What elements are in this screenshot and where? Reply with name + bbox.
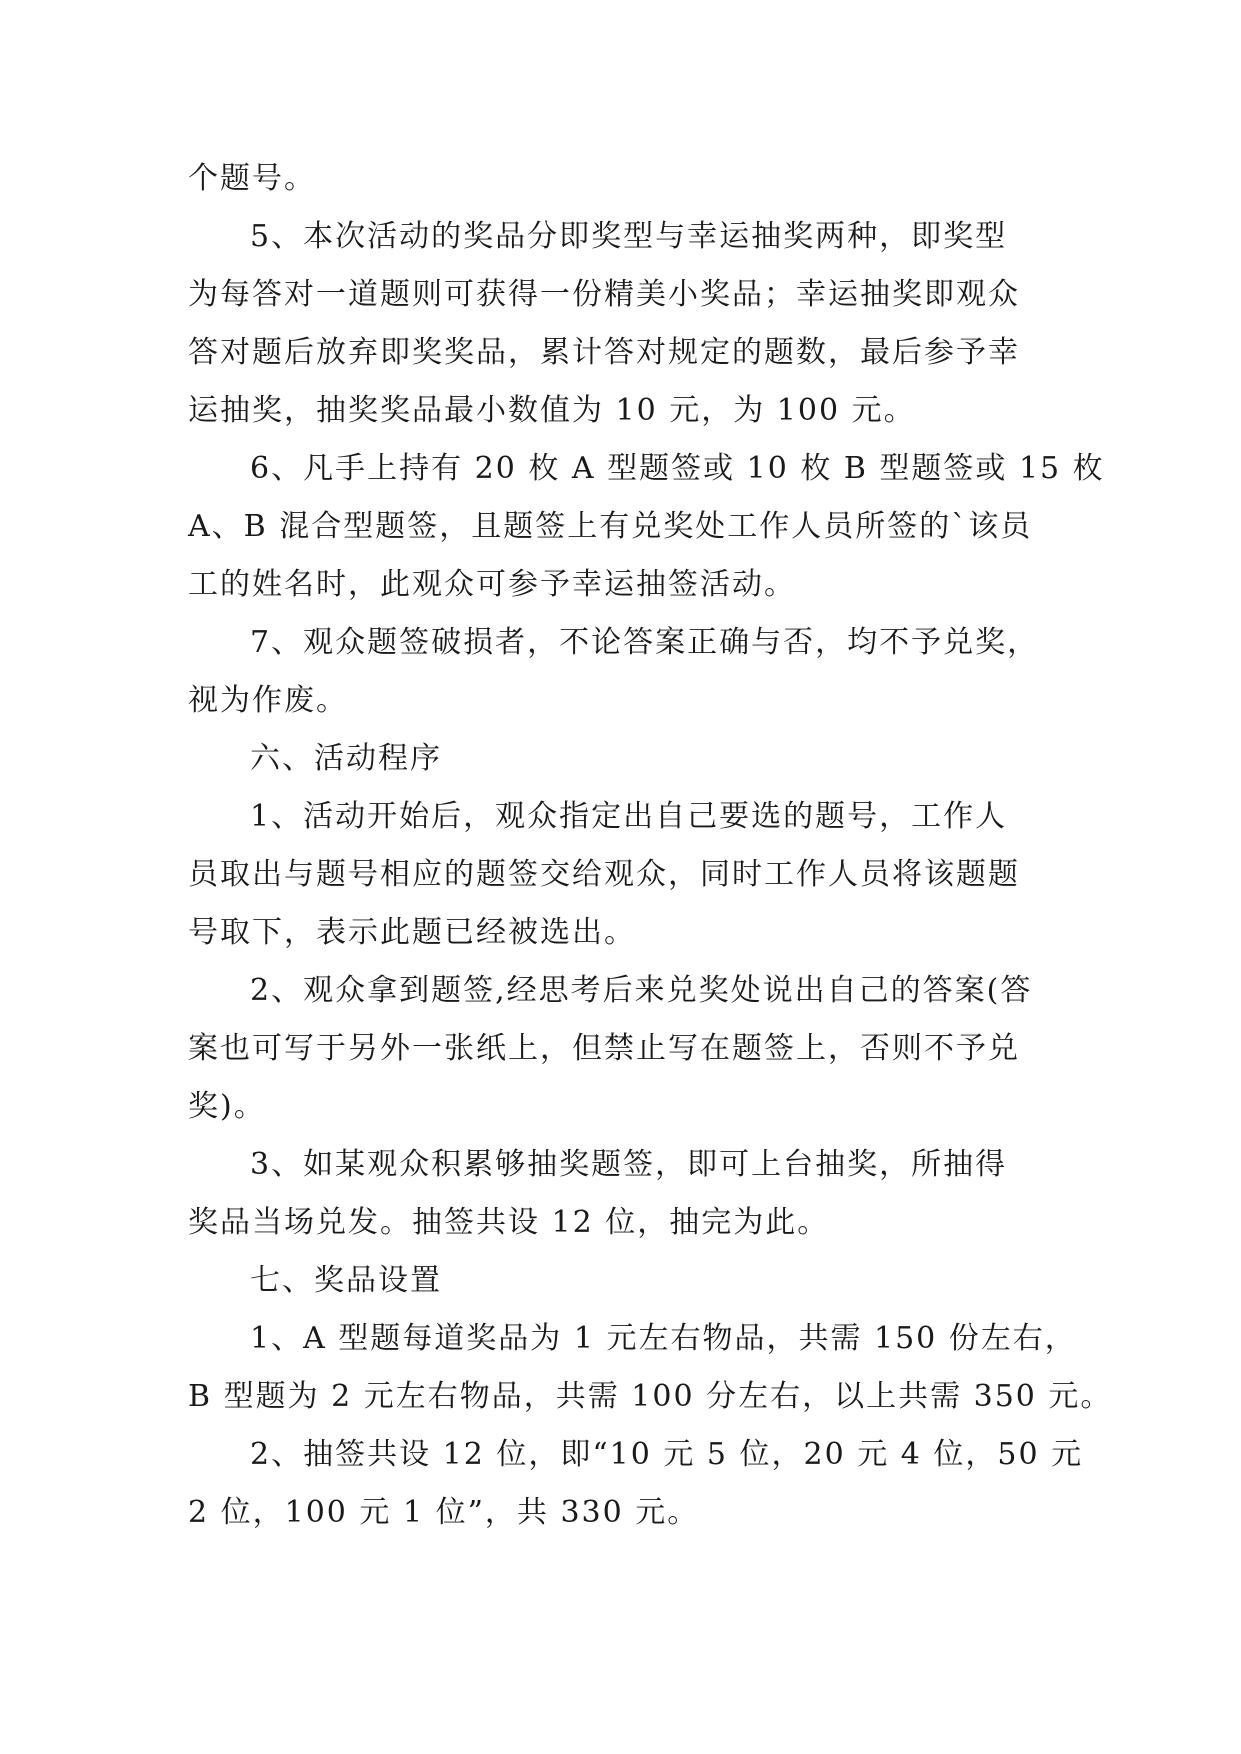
text-line: 7、观众题签破损者，不论答案正确与否，均不予兑奖， — [250, 625, 1040, 660]
paragraph — [188, 730, 1068, 788]
text-line: A、B 混合型题签，且题签上有兑奖处工作人员所签的`该员 — [188, 509, 1033, 544]
paragraph — [188, 1426, 1084, 1542]
text-line: 5、本次活动的奖品分即奖型与幸运抽奖两种，即奖型 — [250, 219, 1008, 254]
paragraph — [188, 614, 1068, 730]
text-line: 个题号。 — [188, 161, 316, 196]
document-body — [188, 150, 1113, 1542]
paragraph — [188, 1310, 1113, 1426]
paragraph — [188, 788, 1068, 962]
text-line: 七、奖品设置 — [250, 1263, 442, 1298]
text-line: 1、活动开始后，观众指定出自己要选的题号，工作人 — [250, 799, 1008, 834]
text-line: 号取下，表示此题已经被选出。 — [188, 915, 636, 950]
text-line: 运抽奖，抽奖奖品最小数值为 10 元，为 100 元。 — [188, 393, 916, 428]
text-line: 3、如某观众积累够抽奖题签，即可上台抽奖，所抽得 — [250, 1147, 1008, 1182]
paragraph — [188, 962, 1068, 1136]
paragraph — [188, 1252, 1068, 1310]
paragraph — [188, 440, 1105, 614]
text-line: 答对题后放弃即奖奖品，累计答对规定的题数，最后参予幸 — [188, 335, 1020, 370]
text-line: 2、抽签共设 12 位，即“10 元 5 位，20 元 4 位，50 元 — [250, 1437, 1084, 1472]
text-line: 2 位，100 元 1 位”，共 330 元。 — [188, 1495, 700, 1530]
text-line: 视为作废。 — [188, 683, 348, 718]
text-line: B 型题为 2 元左右物品，共需 100 分左右，以上共需 350 元。 — [188, 1379, 1113, 1414]
text-line: 案也可写于另外一张纸上，但禁止写在题签上，否则不予兑 — [188, 1031, 1020, 1066]
text-line: 6、凡手上持有 20 枚 A 型题签或 10 枚 B 型题签或 15 枚 — [250, 451, 1105, 486]
text-line: 2、观众拿到题签,经思考后来兑奖处说出自己的答案(答 — [250, 973, 1033, 1008]
paragraph — [188, 208, 1068, 440]
text-line: 为每答对一道题则可获得一份精美小奖品；幸运抽奖即观众 — [188, 277, 1020, 312]
text-line: 工的姓名时，此观众可参予幸运抽签活动。 — [188, 567, 796, 602]
paragraph — [188, 150, 1068, 208]
text-line: 奖品当场兑发。抽签共设 12 位，抽完为此。 — [188, 1205, 830, 1240]
text-line: 奖)。 — [188, 1089, 266, 1124]
text-line: 1、A 型题每道奖品为 1 元左右物品，共需 150 份左右， — [250, 1321, 1077, 1356]
text-line: 员取出与题号相应的题签交给观众，同时工作人员将该题题 — [188, 857, 1020, 892]
text-line: 六、活动程序 — [250, 741, 442, 776]
paragraph — [188, 1136, 1068, 1252]
